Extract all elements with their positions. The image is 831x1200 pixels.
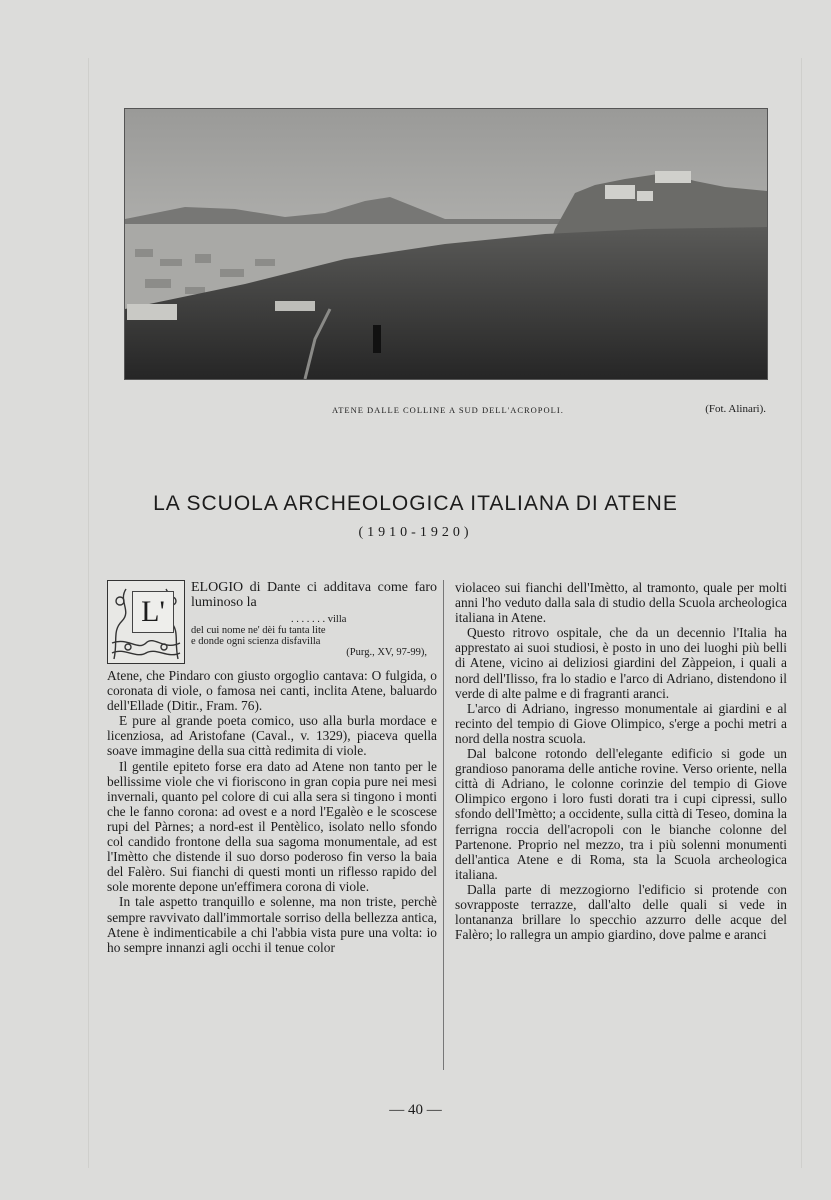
lead-paragraph: ELOGIO di Dante ci additava come faro luminoso la (191, 580, 437, 611)
paragraph: Dal balcone rotondo dell'elegante edificio si gode un grandioso panorama delle antiche rovine. Verso oriente, nella città di Adriano, le colonne corinzie del tempio di Giove Olimpico ergono i loro fusti dorati tra i cupi cipressi, sullo sfondo dell'Imètto; a occidente, sulla città di Teseo, domina la ferrigna roccia dell'acropoli con le bianche colonne del Partenone. Proprio nel mezzo, tra i più solenni monumenti dell'antica Atene e di Roma, sta la Scuola archeologica italiana. (455, 746, 787, 882)
page-number: — 40 — (389, 1102, 442, 1118)
verse-line: . . . . . . . villa (291, 614, 347, 626)
column-right (455, 580, 787, 942)
paragraph: In tale aspetto tranquillo e solenne, ma non triste, perchè sempre ravvivato dall'immortale sorriso della bellezza antica, Atene è indimenticabile a chi l'abbia vista pure una volta: io ho sempre innanzi agli occhi il tenue color (107, 894, 437, 955)
column-divider (443, 580, 444, 1070)
article-title: LA SCUOLA ARCHEOLOGICA ITALIANA DI ATENE (153, 492, 678, 515)
dropcap-letter: L' (132, 591, 174, 633)
photo-caption (124, 405, 766, 421)
paragraph: L'arco di Adriano, ingresso monumentale ai giardini e al recinto del tempio di Giove Olimpico, s'erge a pochi metri a nord della nostra scuola. (455, 700, 787, 746)
paragraph: violaceo sui fianchi dell'Imètto, al tramonto, quale per molti anni l'ho veduto dalla sala di studio della Scuola archeologica italiana in Atene. (455, 580, 787, 626)
caption-text: ATENE DALLE COLLINE A SUD DELL'ACROPOLI. (332, 405, 564, 415)
verse-line: e donde ogni scienza disfavilla (191, 636, 321, 648)
verse-reference: (Purg., XV, 97-99), (346, 647, 427, 659)
photo-athens-panorama (124, 108, 768, 380)
paragraph: E pure al grande poeta comico, uso alla burla mordace e licenziosa, ad Aristofane (Caval., v. 1329), piaceva quella soave immagine della sua città redimita di viole. (107, 713, 437, 759)
paragraph: Il gentile epiteto forse era dato ad Atene non tanto per le bellissime viole che vi fioriscono in gran copia pure nei mesi invernali, quanto pel colore di cui alla sera si tingono i monti che le fanno corona: ad ovest e a nord l'Egalèo e le scoscese rupi del Pàrnes; a nord-est il Pentèlico, isolato nello sfondo col candido frontone della sua sagoma monumentale, ad est l'Imètto che distende il suo dorso poderoso fin verso la baia del Falèro. Sui fianchi di questi monti un riflesso rapido del sole morente depone un'effimera corona di viole. (107, 758, 437, 895)
paragraph: Atene, che Pindaro con giusto orgoglio cantava: O fulgida, o coronata di viole, o famosa nei canti, inclita Atene, baluardo dell'Ellade (Ditir., Fram. 76). (107, 668, 437, 714)
landscape-illustration (125, 109, 767, 379)
verse-line: del cui nome ne' dèi fu tanta lite (191, 625, 326, 637)
ornamental-initial (107, 580, 185, 664)
caption-credit: (Fot. Alinari). (705, 403, 766, 415)
article-subtitle: (1910-1920) (358, 525, 473, 540)
column-left (107, 580, 437, 955)
paragraph: Dalla parte di mezzogiorno l'edificio si protende con sovrapposte terrazze, dall'alto delle quali si vede in lontananza brillare lo specchio azzurro delle acque del Falèro; lo rallegra un ampio giardino, dove palme e aranci (455, 881, 787, 943)
paragraph: Questo ritrovo ospitale, che da un decennio l'Italia ha apprestato ai suoi studiosi, è posto in uno dei luoghi più belli di Atene, vicino ai deliziosi giardini del Zàppeion, i quali a nord dell'Ilisso, fra lo stadio e l'arco di Adriano, distendono il verde di alte palme e di fragranti aranci. (455, 625, 787, 701)
